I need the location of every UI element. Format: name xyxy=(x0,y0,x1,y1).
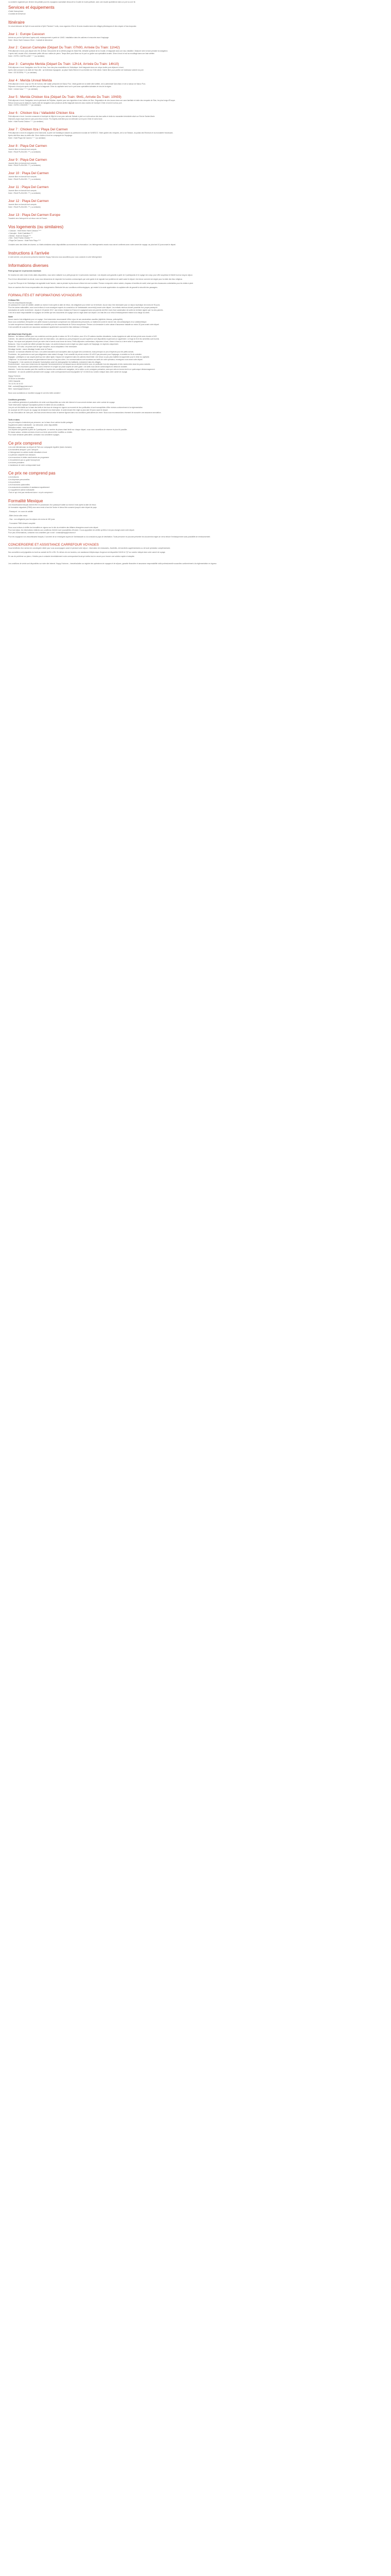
day-5 xyxy=(8,95,383,107)
day-text: Petit-déjeuner à bord. Navigation vers la péninsule de Pelješac, réputée pour ses vignobles et ses huîtres de Ston. Dégustation de vins locaux dans une cave familiale et visite des remparts de Ston, les plus longs d'Europe. xyxy=(8,99,176,101)
day-title: Jour 5 : Merida Chicken Itza (Départ Du Train: 9h41, Arrivée Du Train: 10h59) xyxy=(8,95,122,99)
tarifs-line: Les départs sont garantis à partir de 2 participants. Le nombre de places étant limité sur chaque départ, nous vous conseillons de réserver le plus tôt possible. xyxy=(8,429,127,431)
list-item: • Tout ce qui n'est pas mentionné dans « ce prix comprend » xyxy=(8,492,383,494)
intro-text: La croisière organisée par Jérôme est parfaite pour les voyageurs souhaitant découvrir la Croatie en toute quiétude, avec une escale quotidienne dans un port ou une île. xyxy=(8,1,136,3)
day-text: Arrivée au port de Split dans l'après-midi, embarquement à partir de 14h00. Installation dans les cabines et rencontre avec l'équipage. xyxy=(8,36,109,39)
instructions-section xyxy=(8,251,383,259)
info-section xyxy=(8,263,383,289)
contact-line: Tél. 04 91 00 00 00 xyxy=(8,382,23,385)
contact-web[interactable]: Web : www.happyhorizons.fr xyxy=(8,387,30,390)
conditions-line: Un acompte de 30% du prix du voyage est demandé à la réservation, le solde devant être réglé au plus tard 30 jours avant le départ. xyxy=(8,409,108,412)
day-title: Jour 2 : Cascun Camoyke (Départ Du Train: 07h00, Arrivée Du Train: 11h42) xyxy=(8,46,120,50)
concierge-heading: CONCIERGERIE ET ASSISTANCE CARREFOUR VOYAGES xyxy=(8,543,99,547)
sante-line: Il est conseillé de souscrire une assurance assistance rapatriement couvrant les frais médicaux à l'étranger. xyxy=(8,326,89,328)
day-text: Journée libre en formule tout compris. xyxy=(8,162,37,164)
formalite-line: Un formulaire migratoire (FMM) vous sera remis à bord de l'avion et devra être conservé jusqu'à votre départ du pays. xyxy=(8,506,97,509)
concierge-line: Nos conseillers sont joignables du lundi au samedi de 9h à 19h. En dehors de ces horaires, une assistance téléphonique d'urgence est disponible 24h/24 et 7j/7 au numéro indiqué dans votre carnet de voyage. xyxy=(8,551,166,553)
hotels-heading: Vos logements (ou similaires) xyxy=(8,224,63,229)
service-item: • Guide francophone xyxy=(8,10,383,13)
pratiques-line: Boissons : l'eau en carafe est offerte pendant les repas. Les autres boissons sont à régler sur place auprès de l'équipage, en espèces uniquement. xyxy=(8,343,119,346)
pratiques-line: Électricité : 220 volts. Les prises sont de type européen, aucun adaptateur n'est nécessaire. xyxy=(8,346,77,348)
day-title: Jour 7 : Chicken Itza / Playa Del Carmen xyxy=(8,128,68,132)
tarifs-line: Réduction enfant : nous consulter. xyxy=(8,426,34,429)
list-item: • Les excursions optionnelles xyxy=(8,484,383,486)
day-title: Jour 6 : Chicken Itza / Valladolid Chicken Itza xyxy=(8,111,74,115)
itinerary-heading: Itinéraire xyxy=(8,20,25,25)
day-hotel: Hotel : PALM PLAYA DEL *** ( ou similaire) xyxy=(8,164,41,167)
day-hotel: Hotel : PALM PLAYA DEL *** ( ou similaire) xyxy=(8,178,41,181)
info-subtitle: Point groupe de 14 personnes maximum xyxy=(8,270,41,273)
formalites-line: Pour les ressortissants français : xyxy=(8,301,33,304)
formalite-mexique-heading: Formalité Mexique xyxy=(8,498,43,503)
formalite-line: Les ressortissants français doivent être en possession d'un passeport valide au moins 6 mois après la date de retour. xyxy=(8,503,96,506)
pratiques-line: Téléphone : la couverture réseau est généralement bonne le long des côtes. Les communications sont soumises aux tarifs de votre opérateur, renseignez-vous avant votre départ. xyxy=(8,358,143,361)
tarifs-line: Les prix indiqués s'entendent par personne, sur la base d'une cabine double partagée. xyxy=(8,421,74,423)
list-item: • L'hébergement en cabine double climatisée à bord xyxy=(8,451,383,454)
day-hotel: Hotel : PALM PLAYA DEL *** ( ou similaire) xyxy=(8,206,41,208)
day-text: Déjeuner pique-nique dans le parc puis retour à bord. Fin d'après-midi libre pour se détendre sur le pont. Dîner et nuit à bord. xyxy=(8,118,103,121)
conditions-heading: Conditions générales xyxy=(8,399,26,401)
formalites-line: Un passeport en cours de validité, valable au moins 6 mois après la date de retour, est obligatoire pour entrer sur le territoire. Aucun visa n'est nécessaire pour un séjour touristique de moins de 90 jours. xyxy=(8,304,160,307)
pratiques-line: Bateaux : les bateaux utilisés pour nos croisières sont des yachts à moteur de 30 à 40 mètres, avec 15 à 20 cabines doubles climatisées, toutes équipées de salle de bain privée avec douche et WC. xyxy=(8,335,158,338)
formalite-subline: - Formulaire FMM dûment complété xyxy=(8,522,36,525)
day-hotel: Hotel : Hotel Puerta Chicken * * * (ou similaire) xyxy=(8,121,43,123)
conditions-line: En cas d'annulation de votre part, des frais seront retenus selon le barème figurant dans nos conditions particulières de vente. Nous vous recommandons vivement de souscrire une assurance annulation. xyxy=(8,411,161,414)
day-3 xyxy=(8,62,383,74)
day-11 xyxy=(8,185,383,195)
footer-text: Les conditions de vente sont disponibles sur notre site internet. Happy Horizons – immatriculation au registre des opérateurs de voyages et de séjours, garantie financière et assurance responsabilité civile professionnelle souscrites conformément à la réglementation en vigueur. xyxy=(8,562,217,565)
formalite-line: Nous vous invitons à vérifier les formalités en vigueur sur le site du ministère des Affaires étrangères avant votre départ. xyxy=(8,527,99,529)
list-item: • Les dépenses personnelles xyxy=(8,479,383,481)
pratiques-line: Itinéraire : l'ordre des escales peut être modifié en fonction des conditions de navigation, de la météo ou de consignes portuaires, sans que cela ne donne droit à un quelconque dédommagement. xyxy=(8,368,155,371)
formalites-section xyxy=(8,294,383,329)
sante-line: Aucun vaccin n'est obligatoire pour ce voyage. Il est néanmoins recommandé d'être à jour de ses vaccinations usuelles (diphtérie, tétanos, poliomyélite). xyxy=(8,318,123,320)
concierge-section xyxy=(8,543,383,565)
contact-block xyxy=(8,375,383,390)
day-text: Transfert vers l'aéroport et vol retour vers la France. xyxy=(8,217,47,219)
service-item: • Cocktail de bienvenue xyxy=(8,13,383,15)
formalites-heading: FORMALITÉS ET INFORMATIONS VOYAGEURS xyxy=(8,293,82,297)
day-hotel: Hotel : DE DIOSPAL *** ( ou similaire) xyxy=(8,71,37,74)
pratiques-line: Assistance : en cas de problème pendant votre voyage, notre correspondant local est joignable 7j/7 et 24h/24 au numéro indiqué dans votre carnet de voyage. xyxy=(8,371,128,374)
day-text: Petit-déjeuner à bord. Cap sur l'île de Korčula, ville natale présumée de Marco Polo. Visite guidée de la vieille ville fortifiée, de la cathédrale Saint-Marc et de la maison de Marco Polo. xyxy=(8,82,146,85)
pratiques-line: Pourboires : les pourboires ne sont pas obligatoires mais restent d'usage. Il est conseillé de prévoir environ 40 à 50 € par personne pour l'équipage, à remettre en fin de croisière. xyxy=(8,353,142,355)
day-title: Jour 13 : Playa Del Carmen Europe xyxy=(8,213,60,217)
list-item: • Les pourboires xyxy=(8,481,383,484)
prix-ne-comprend-list xyxy=(8,476,383,494)
formalite-line: Pour tout séjour, les informations relatives aux conditions d'entrée sont susceptibles d'évoluer. Il vous appartient de vérifier qu'elles n'ont pas changé avant votre départ. xyxy=(8,529,135,532)
day-text: Journée libre en formule tout compris. xyxy=(8,204,37,206)
hotels-note: Croisière avec des hôtels de charme, ou hôtels similaires selon disponibilités au moment de la réservation. Les hébergements exacts vous seront confirmés avec votre carnet de voyage, au plus tard 10 jours avant le départ. xyxy=(8,244,176,246)
contact-line: Happy Horizons xyxy=(8,375,21,378)
day-text: Déjeuner à bord puis après-midi libre pour la baignade. Dîner du capitaine servi sur le pont avec spécialités dalmates et vins de la région. xyxy=(8,85,112,88)
hotels-section xyxy=(8,225,383,246)
day-title: Jour 4 : Merida Unreal Merida xyxy=(8,78,52,82)
prix-ne-comprend-heading: Ce prix ne comprend pas xyxy=(8,471,56,476)
itinerary-intro: Ce circuit démarre de Split et vous ramène à Split. Pendant 7 nuits, vous voguerez d'île en île avec escales dans des villages pittoresques et des criques à l'eau turquoise. xyxy=(8,25,137,27)
day-8 xyxy=(8,144,383,154)
list-item: • Le supplément cabine individuelle xyxy=(8,489,383,492)
info-heading: Informations diverses xyxy=(8,263,48,268)
tarifs-section xyxy=(8,419,383,436)
prix-ne-comprend-section xyxy=(8,471,383,494)
contact-email[interactable]: Mail : contact@happyhorizons.fr xyxy=(8,385,33,387)
tarifs-line: Supplément cabine individuelle : sur demande, selon disponibilité. xyxy=(8,423,58,426)
day-text: Petit-déjeuner à bord, puis départ vers l'île de Brač. Découverte de la célèbre plage de Zlatni Rat, véritable symbole de la Croatie, et baignade dans une eau cristalline. Déjeuner servi à bord pendant la navigation. xyxy=(8,50,168,53)
instructions-text: À votre arrivée, une personne portant la bannière Happy Horizons vous accueillera pour vous conduire à votre hébergement. xyxy=(8,256,102,259)
day-13 xyxy=(8,213,383,220)
prix-comprend-section xyxy=(8,441,383,466)
day-hotel: Hotel : HOTEL CASTELLANE * * * (ou similaire) xyxy=(8,55,45,58)
hotel-item: • Mex : Hotel Puerta Chicken *** xyxy=(8,237,32,240)
formalite-note: Pour les voyageurs non-ressortissants français, il convient de se renseigner auprès de l'ambassade ou du consulat du pays de destination. Toute personne ne pouvant présenter les documents exigés se verra refuser l'embarquement sans possibilité de remboursement. xyxy=(8,535,211,538)
day-hotel: Hotel : HOTEL CHICKEN * * * (ou similaire) xyxy=(8,104,41,107)
formalite-subline: - Passeport : en cours de validité xyxy=(8,510,34,513)
hotel-item: • Merida : Hotel de Diospal *** xyxy=(8,234,31,237)
info-paragraph: En fonction de votre choix et des dates disponibles, vous serez rattaché à un petit groupe de 14 personnes maximum. Les départs sont garantis à partir de 2 participants et le voyage est conçu pour offrir souplesse et liberté tout au long du séjour. xyxy=(8,274,193,276)
hotel-item: • Playa Del Carmen : Hotel Palm Playa **** xyxy=(8,240,41,242)
services-list xyxy=(8,10,383,15)
day-7 xyxy=(8,128,383,140)
services-heading: Services et équipements xyxy=(8,5,55,10)
list-item: • Les excursions et visites mentionnées au programme xyxy=(8,456,383,459)
pratiques-heading: INFORMATIONS PRATIQUES xyxy=(8,333,32,335)
day-hotel: Hotel : Motor Yacht Cassoun Dîner : Cocktail de bienvenue xyxy=(8,39,53,41)
pratiques-line: Cabines : les cabines sont attribuées par ordre de réservation. Les cabines au pont principal et au pont supérieur sont disponibles moyennant un supplément. Le linge de lit et les serviettes sont fournis. xyxy=(8,338,160,341)
pratiques-line: Excursions : les excursions optionnelles sont à réserver et à régler sur place auprès de votre guide. Les tarifs vous seront communiqués en début de croisière. xyxy=(8,366,128,368)
day-1 xyxy=(8,32,383,42)
list-item: • La pension complète hors boissons xyxy=(8,454,383,456)
day-text: Petit-déjeuner à bord. Journée consacrée à l'archipel de Mljet et à son parc national. Balade à pied ou à vélo autour des lacs salés et visite du monastère bénédictin situé sur l'îlot de Sainte-Marie. xyxy=(8,115,155,118)
pratiques-line: Environnement : nous vous remercions de respecter l'environnement en ne laissant aucun déchet derrière vous, en particulier lors des baignades et des randonnées dans les parcs naturels. xyxy=(8,363,151,366)
day-text: Après-midi libre dans la vieille ville. Dîner d'adieu à bord en compagnie de l'équipage. xyxy=(8,134,73,137)
pratiques-line: Monnaie : la monnaie officielle est l'euro. Les cartes bancaires sont acceptées dans la plupart des commerces, mais prévoyez un peu d'espèces pour les petits achats. xyxy=(8,350,134,353)
info-paragraph: Nous ne saurions être tenus responsables des changements d'itinéraire liés aux conditions météorologiques, qui restent à la seule appréciation du capitaine afin de garantir la sécurité des passagers. xyxy=(8,286,158,289)
day-text: Journée libre en formule tout compris. xyxy=(8,190,37,192)
formalite-subline: - Visa : non obligatoire pour les séjours de moins de 180 jours xyxy=(8,518,55,521)
list-item: • Les assurances annulation et assistance rapatriement xyxy=(8,486,383,489)
sante-sub: Santé xyxy=(8,316,13,318)
day-text: Petit-déjeuner à bord et navigation vers Dubrovnik, la perle de l'Adriatique classée au patrimoine mondial de l'UNESCO. Visite guidée des remparts, de la rue Stradun, du palais des Recteurs et du monastère franciscain. xyxy=(8,132,173,134)
list-item: • L'assistance de notre correspondant local xyxy=(8,464,383,467)
concierge-line: En cas de problème sur place, n'hésitez pas à contacter immédiatement notre correspondant local qui mettra tout en œuvre pour trouver une solution rapide et adaptée. xyxy=(8,555,135,557)
day-text: L'après-midi, escale à Bol, charmante petite ville aux ruelles de pierre. Temps libre pour flâner sur le port ou goûter aux spécialités locales. Dîner à bord et nuit au mouillage dans une baie abritée. xyxy=(8,53,155,55)
tarifs-heading: Tarifs et dates xyxy=(8,418,20,421)
conditions-line: Les prix ont été établis sur la base des tarifs et des taux de change en vigueur au moment de leur publication et sont susceptibles d'être révisés conformément à la réglementation. xyxy=(8,406,143,409)
list-item: • Les boissons xyxy=(8,476,383,479)
list-item: • Les transferts aéroport / port / aéroport xyxy=(8,449,383,451)
contact-line: 13001 Marseille xyxy=(8,380,21,382)
info-paragraph: Pour le bon déroulement du circuit, nous vous demandons de respecter les horaires communiqués par votre guide et de signaler tout problème de santé avant le départ. Une tenue correcte est exigée pour la visite des lieux religieux. xyxy=(8,278,183,280)
day-9 xyxy=(8,158,383,167)
day-title: Jour 9 : Playa Del Carmen xyxy=(8,158,47,162)
conditions-section xyxy=(8,399,383,414)
contact-line: 25 Bd de la Libération xyxy=(8,377,25,380)
day-text: Journée libre en formule tout compris. xyxy=(8,176,37,178)
formalites-sub: FORMALITÉS xyxy=(8,299,20,301)
concierge-line: Vous bénéficiez d'un service de conciergerie dédié pour vous accompagner avant et pendant votre séjour : réservation de restaurants, d'activités, de transferts supplémentaires ou de toute prestation complémentaire. xyxy=(8,547,171,549)
page xyxy=(8,0,383,565)
prix-comprend-heading: Ce prix comprend xyxy=(8,441,42,446)
formalites-line: Il est de la seule responsabilité du voyageur de vérifier que ses documents de voyage sont en règle avant son départ. Les frais liés à un refus d'embarquement restent à la charge du client. xyxy=(8,312,150,314)
prix-comprend-list xyxy=(8,446,383,466)
pratiques-line: Photographie : il est courtois de demander l'autorisation avant de photographier les habitants, notamment dans les villages. xyxy=(8,361,101,363)
day-hotel: Hotel : Unreal Casa * * * * (ou similaire) xyxy=(8,88,38,90)
list-item: • Les vols internationaux au départ de Paris sur compagnie régulière (taxes incluses) xyxy=(8,446,383,449)
day-title: Jour 10 : Playa Del Carmen xyxy=(8,172,49,176)
formalites-line: Pour les autres nationalités, nous vous invitons à vous renseigner auprès du consulat ou de l'ambassade concerné(e) avant votre départ. Les enfants mineurs doivent posséder leur propre passeport. xyxy=(8,307,158,309)
sante-line: Nous vous conseillons d'emporter une petite trousse à pharmacie comprenant vos médicaments personnels, un traitement contre le mal de mer, des antiseptiques et un antidiarrhéique. xyxy=(8,320,147,323)
conditions-line: Toute réservation implique l'acceptation pleine et entière de ces conditions. xyxy=(8,404,65,406)
day-title: Jour 11 : Playa Del Carmen xyxy=(8,185,49,190)
hotel-item: • Camoyke : Hotel Castellane *** xyxy=(8,232,33,234)
pratiques-line: Repas : les repas sont préparés à bord par notre chef et servis sous forme de menu. Petits-déjeuners continentaux, déjeuners à bord, dîners à bord ou à terre selon le programme. xyxy=(8,341,143,343)
list-item: • Les taxes portuaires xyxy=(8,462,383,464)
day-text: Journée libre en formule tout compris. xyxy=(8,148,37,150)
conditions-line: Les conditions générales et particulières de vente sont disponibles sur notre site internet et vous seront remises avec votre contrat de voyage. xyxy=(8,401,116,404)
day-hotel: Hotel : Hotel Playa Del Carmen * * * (ou similaire) xyxy=(8,137,46,139)
list-item: • L'encadrement par un guide francophone xyxy=(8,459,383,462)
tarifs-line: Pour toute demande particulière, contactez nos conseillers voyages. xyxy=(8,434,60,436)
pratiques-section xyxy=(8,333,383,395)
day-6 xyxy=(8,111,383,123)
day-title: Jour 1 : Europe Cassoun xyxy=(8,32,45,36)
day-title: Jour 8 : Playa Del Carmen xyxy=(8,144,47,148)
day-4 xyxy=(8,79,383,91)
formalites-line: Autorisation de sortie du territoire : depuis le 15 janvier 2017, tout mineur résidant en France et voyageant sans ses parents doit être muni d'une autorisation de sortie du territoire signée par l'un des parents. xyxy=(8,309,164,312)
tarifs-line: En basse saison, certains services à bord ou à terre peuvent être modifiés ou réduits. xyxy=(8,431,73,434)
instructions-heading: Instructions à l'arrivée xyxy=(8,251,50,256)
day-title: Jour 12 : Playa Del Carmen xyxy=(8,199,49,203)
day-10 xyxy=(8,172,383,181)
formalite-subline: - Billet d'avion aller-retour xyxy=(8,514,28,517)
sante-line: La carte européenne d'assurance maladie est conseillée pour les ressortissants de l'Union européenne. Pensez à la demander à votre caisse d'assurance maladie au moins 15 jours avant votre départ. xyxy=(8,323,159,326)
formalite-line: Pour plus d'informations, contactez nos conseillers par e-mail : contact@happyhorizons.fr xyxy=(8,532,76,534)
pratiques-line: Décalage horaire : aucun décalage horaire avec la France. xyxy=(8,348,53,350)
day-title: Jour 3 : Camoyke Merida (Départ Du Train: 12h14, Arrivée Du Train: 14h10) xyxy=(8,62,119,66)
day-text: Petit-déjeuner à bord. Navigation vers l'île de Hvar, l'une des plus ensoleillées de l'Adriatique. Arrêt baignade dans une crique isolée puis déjeuner à bord. xyxy=(8,66,124,69)
day-text: Retour à bord pour le déjeuner. Après-midi de navigation avec plusieurs arrêts baignade dans les eaux claires de l'archipel. Dîner à bord et nuit au port. xyxy=(8,101,122,104)
pratiques-line: Bagages : privilégiez un sac souple plutôt qu'une valise rigide, l'espace de rangement dans les cabines étant limité. Une tenue un peu plus habillée est appréciée pour le dîner du capitaine. xyxy=(8,355,150,358)
day-12 xyxy=(8,199,383,209)
day-2 xyxy=(8,46,383,58)
day-hotel: Hotel : PALM PLAYA DEL *** ( ou similaire) xyxy=(8,192,41,195)
day-text: Après-midi consacré à la visite de Hvar-ville : sa forteresse espagnole, sa place Saint-Étienne et son théâtre du XVIIe siècle. Soirée libre pour profiter de l'ambiance animée du port. xyxy=(8,69,144,72)
hotel-item: • Cassoun : Hotel Motor Yacht Cassoun **** xyxy=(8,229,41,232)
closing-text: Nous vous souhaitons un excellent voyage et une très belle croisière ! xyxy=(8,392,61,394)
formalite-mexique-section xyxy=(8,499,383,538)
day-hotel: Hotel : PALM PLAYA DEL *** ( ou similaire) xyxy=(8,150,41,153)
info-paragraph: Le port de l'Europe et de l'Adriatique est agréable toute l'année, mais la période la plus douce s'étend de mai à octobre. Pensez à emporter crème solaire, chapeau et lunettes de soleil, ainsi que des chaussures confortables pour les visites à pied. xyxy=(8,282,193,284)
